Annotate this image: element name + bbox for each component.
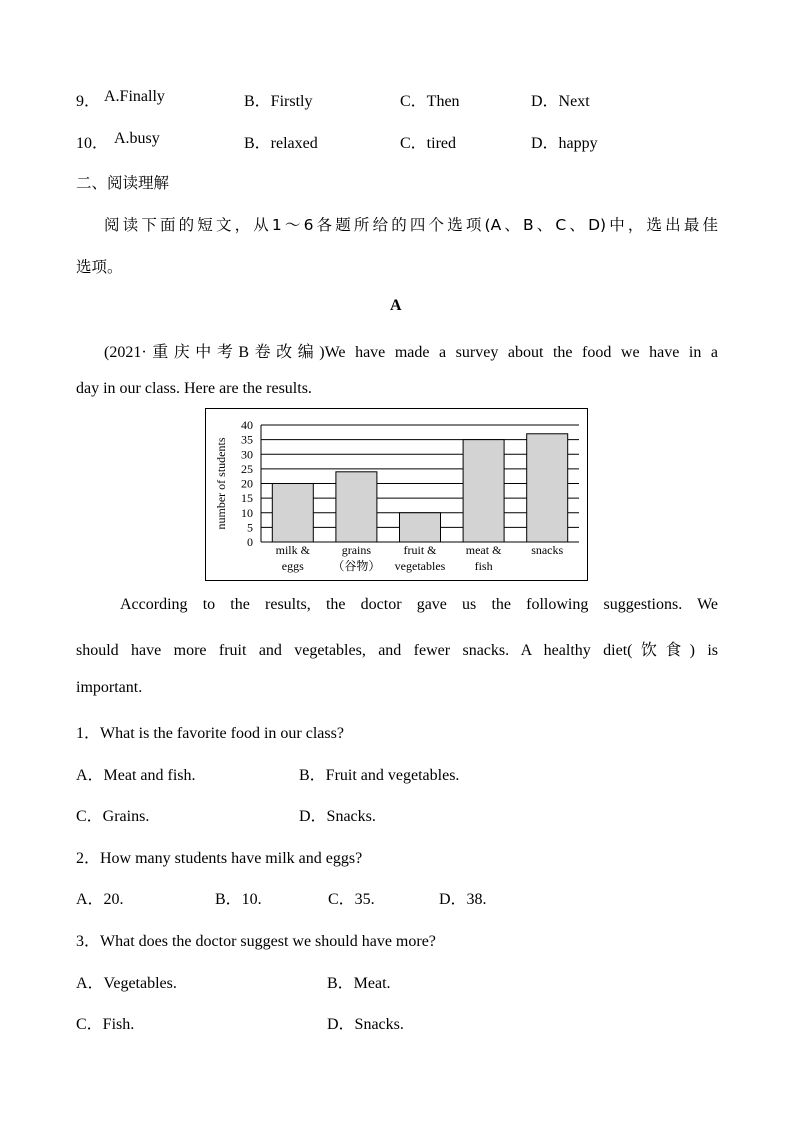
y-tick-label: 0 <box>247 535 253 549</box>
option-d: D．38. <box>439 891 487 908</box>
option-a: A．20. <box>76 891 124 908</box>
option-c: C．tired <box>400 135 456 152</box>
bar-chart <box>206 409 587 580</box>
question-number: 9． <box>76 93 101 110</box>
bar <box>527 434 568 542</box>
option-a: A.Finally <box>104 88 165 105</box>
option-c: C．35. <box>328 891 375 908</box>
x-tick-label: fruit & <box>403 543 437 557</box>
option-c: C．Fish. <box>76 1016 135 1033</box>
question-1-stem: 1．What is the favorite food in our class? <box>76 725 344 742</box>
question-number: 10． <box>76 135 109 152</box>
option-d: D．Snacks. <box>299 808 376 825</box>
x-tick-label: grains <box>341 543 372 557</box>
option-b: B．Firstly <box>244 93 313 110</box>
y-tick-label: 30 <box>241 447 253 462</box>
option-b: B．Meat. <box>327 975 391 992</box>
y-tick-label: 15 <box>241 491 253 506</box>
option-c: C．Grains. <box>76 808 150 825</box>
y-tick-label: 5 <box>247 520 253 535</box>
x-tick-label: meat & <box>465 543 502 557</box>
intro-line-1: (2021·重庆中考B卷改编)We have made a survey about the food we have in a <box>104 344 718 361</box>
question-2-stem: 2．How many students have milk and eggs? <box>76 850 363 867</box>
option-d: D．Next <box>531 93 590 110</box>
suggestion-line-3: important. <box>76 679 143 696</box>
y-tick-label: 25 <box>241 461 253 476</box>
section-heading: 二、阅读理解 <box>76 174 170 192</box>
intro-line-2: day in our class. Here are the results. <box>76 380 312 397</box>
x-tick-label: fish <box>474 559 493 573</box>
y-tick-label: 10 <box>241 505 253 520</box>
option-a: A.busy <box>114 130 160 147</box>
option-b: B．10. <box>215 891 262 908</box>
option-a: A．Vegetables. <box>76 975 177 992</box>
bar <box>400 513 441 542</box>
x-tick-label: （谷物） <box>332 559 381 573</box>
y-tick-label: 40 <box>241 418 253 432</box>
bar <box>336 472 377 542</box>
suggestion-line-2: should have more fruit and vegetables, and fewer snacks. A healthy diet(饮食) is <box>76 642 718 659</box>
bar <box>272 484 313 543</box>
y-tick-label: 35 <box>241 432 253 447</box>
option-c: C．Then <box>400 93 460 110</box>
instructions-line-1: 阅读下面的短文，从1～6各题所给的四个选项(A、B、C、D)中，选出最佳 <box>104 216 718 234</box>
x-tick-label: snacks <box>531 543 564 557</box>
suggestion-line-1: According to the results, the doctor gave us the following suggestions. We <box>120 596 718 613</box>
passage-label: A <box>390 297 402 314</box>
y-axis-label: number of students <box>214 437 228 530</box>
bar <box>463 440 504 542</box>
y-tick-label: 20 <box>241 476 253 491</box>
chart-frame <box>205 408 588 581</box>
x-tick-label: milk & <box>275 543 310 557</box>
option-d: D．Snacks. <box>327 1016 404 1033</box>
option-b: B．relaxed <box>244 135 318 152</box>
x-tick-label: eggs <box>281 559 304 573</box>
option-d: D．happy <box>531 135 598 152</box>
instructions-line-2: 选项。 <box>76 258 123 276</box>
question-3-stem: 3．What does the doctor suggest we should have more? <box>76 933 436 950</box>
option-b: B．Fruit and vegetables. <box>299 767 460 784</box>
option-a: A．Meat and fish. <box>76 767 196 784</box>
x-tick-label: vegetables <box>394 559 446 573</box>
